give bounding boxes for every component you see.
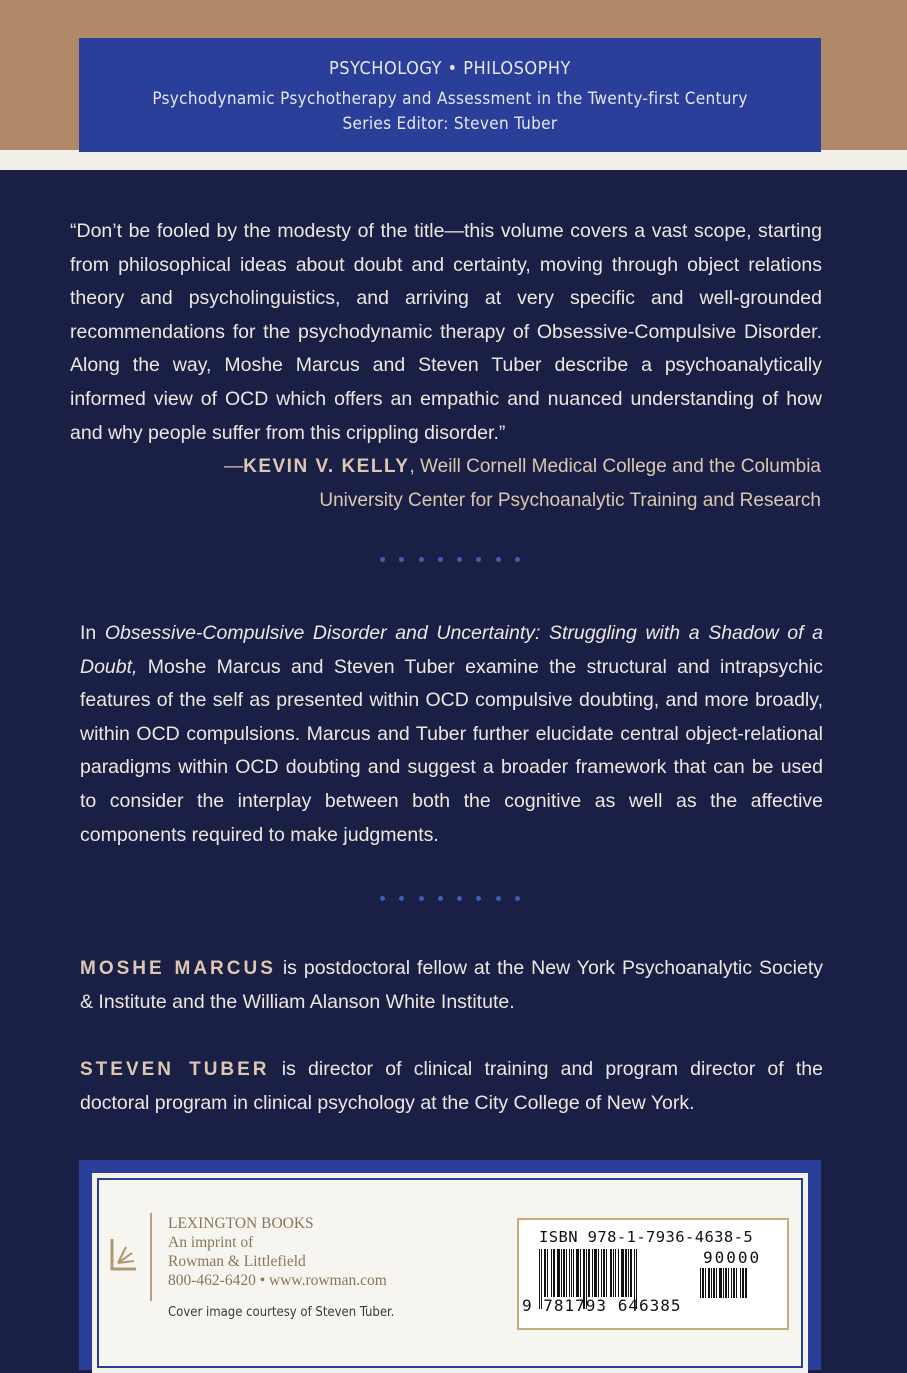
- barcode-bar: [742, 1268, 744, 1298]
- endorsement-text: “Don’t be fooled by the modesty of the title—this volume covers a vast scope, starting from philosophical ideas about doubt and certainty, moving through object relations theory and psycholinguistics, and arriving at very specific and well-grounded recommendations for the psychodynamic therapy of Obsessive-Compulsive Disorder. Along the way, Moshe Marcus and Steven Tuber describe a psychoanalytically informed view of OCD which offers an empathic and nuanced understanding of how and why people suffer from this crippling disorder.”: [70, 220, 822, 444]
- barcode-bar: [613, 1249, 614, 1297]
- barcode-bar: [733, 1268, 735, 1298]
- isbn-label: ISBN 978-1-7936-4638-5: [539, 1228, 754, 1246]
- barcode-bar: [544, 1249, 546, 1297]
- barcode-bar: [588, 1249, 590, 1297]
- barcode-bar: [740, 1268, 741, 1298]
- author-name: MOSHE MARCUS: [80, 958, 276, 979]
- top-white-strip: [0, 150, 907, 170]
- publisher-imprint: An imprint of: [168, 1234, 254, 1251]
- publisher-info: [168, 1214, 387, 1290]
- barcode-bar: [606, 1249, 607, 1297]
- barcode-bar: [723, 1268, 724, 1298]
- author-name: STEVEN TUBER: [80, 1059, 270, 1080]
- barcode-bar: [561, 1249, 562, 1297]
- barcode-bar: [603, 1249, 605, 1297]
- barcode-bar: [571, 1249, 572, 1297]
- barcode-bar: [708, 1268, 710, 1298]
- subject-categories: PSYCHOLOGY • PHILOSOPHY: [329, 58, 571, 79]
- author-bio: [80, 1053, 823, 1120]
- barcode-bar: [566, 1249, 567, 1297]
- barcode-bar: [563, 1249, 565, 1297]
- barcode-bar: [705, 1268, 706, 1298]
- barcode-bar: [702, 1268, 704, 1298]
- barcode-bar: [569, 1249, 570, 1297]
- endorser-name: KEVIN V. KELLY: [243, 456, 410, 477]
- barcode-bar: [719, 1268, 722, 1298]
- barcode-bar: [621, 1249, 624, 1297]
- barcode-bar: [711, 1268, 712, 1298]
- endorsement-quote: [70, 215, 822, 450]
- endorser-affiliation: , Weill Cornell Medical College and the Columbia University Center for Psychoanalytic Training and Research: [319, 456, 821, 511]
- publisher-parent: Rowman & Littlefield: [168, 1253, 306, 1270]
- publisher-name: LEXINGTON BOOKS: [168, 1215, 314, 1232]
- barcode-bar: [551, 1249, 552, 1297]
- series-info: [79, 87, 821, 137]
- series-editor: Series Editor: Steven Tuber: [342, 114, 558, 134]
- author-bio: [80, 952, 823, 1019]
- barcode-bar: [713, 1268, 715, 1298]
- barcode-bar: [598, 1249, 599, 1297]
- barcode-bar: [553, 1249, 555, 1297]
- barcode-bar: [725, 1268, 727, 1298]
- barcode-addon-number: 90000: [703, 1248, 762, 1267]
- barcode-bar: [580, 1249, 581, 1297]
- barcode-bar: [625, 1249, 627, 1297]
- barcode-bar: [628, 1249, 629, 1297]
- barcode-bar: [610, 1249, 612, 1297]
- barcode-ean-number: 9 781793 646385: [522, 1296, 682, 1315]
- barcode-bar: [728, 1268, 729, 1298]
- publisher-divider: [150, 1213, 152, 1301]
- barcode-bar: [592, 1249, 593, 1297]
- barcode-bar: [630, 1249, 632, 1297]
- barcode-bar: [745, 1268, 747, 1298]
- author-bio-text: is postdoctoral fellow at the New York Psychoanalytic Society & Institute and the William Alanson White Institute.: [80, 957, 823, 1013]
- dot-divider: [380, 557, 520, 565]
- barcode-bar: [700, 1268, 701, 1298]
- barcode-bar: [736, 1268, 737, 1298]
- attribution-dash: —: [224, 456, 244, 477]
- author-bio-text: is director of clinical training and program director of the doctoral program in clinical psychology at the City College of New York.: [80, 1058, 823, 1114]
- series-header: [79, 38, 821, 152]
- barcode-bar: [731, 1268, 732, 1298]
- barcode-bar: [615, 1249, 616, 1297]
- book-description: [80, 617, 823, 852]
- barcode-bar: [573, 1249, 574, 1297]
- barcode-bar: [716, 1268, 717, 1298]
- barcode-bar: [576, 1249, 579, 1297]
- endorsement-attribution: [221, 450, 821, 517]
- lexington-logo-icon: [110, 1237, 138, 1271]
- barcode-addon-bars: [700, 1268, 770, 1310]
- barcode-bar: [618, 1249, 619, 1297]
- description-prefix: In: [80, 622, 105, 644]
- dot-divider: [380, 896, 520, 904]
- barcode-bar: [557, 1249, 560, 1297]
- barcode-bar: [594, 1249, 597, 1297]
- description-body: Moshe Marcus and Steven Tuber examine the structural and intrapsychic features of the self as presented within OCD compulsive doubting, and more broadly, within OCD compulsions. Marcus and Tuber further elucidate central object-relational paradigms within OCD doubting and suggest a broader framework that can be used to consider the interplay between both the cognitive as well as the affective components required to make judgments.: [80, 655, 823, 846]
- book-title: Obsessive-Compulsive Disorder and Uncertainty: Struggling with a Shadow of a Doubt,: [80, 622, 824, 678]
- barcode-bar: [547, 1249, 548, 1297]
- cover-credit: Cover image courtesy of Steven Tuber.: [168, 1305, 395, 1320]
- publisher-contact: 800-462-6420 • www.rowman.com: [168, 1272, 387, 1289]
- series-title: Psychodynamic Psychotherapy and Assessment in the Twenty-first Century: [152, 89, 748, 109]
- barcode-bar: [601, 1249, 602, 1297]
